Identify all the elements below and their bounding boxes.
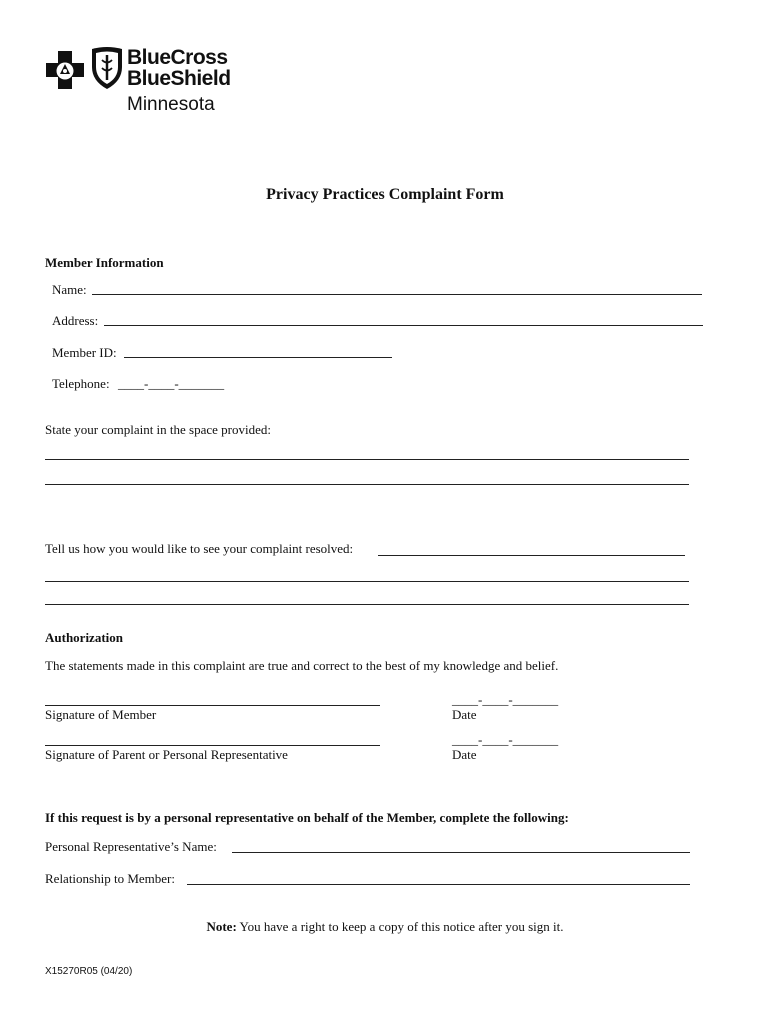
note-text: You have a right to keep a copy of this notice after you sign it. bbox=[236, 919, 564, 934]
name-label: Name: bbox=[52, 282, 87, 297]
date-field-2[interactable]: ____-____-_______ bbox=[452, 732, 559, 747]
authorization-statement: The statements made in this complaint are true and correct to the best of my knowledge and belief. bbox=[45, 658, 559, 673]
resolution-line-2[interactable] bbox=[45, 604, 689, 605]
name-field[interactable] bbox=[92, 294, 702, 295]
member-id-field[interactable] bbox=[124, 357, 392, 358]
complaint-prompt: State your complaint in the space provided: bbox=[45, 422, 271, 437]
cross-icon bbox=[45, 50, 85, 90]
date-field-1[interactable]: ____-____-_______ bbox=[452, 692, 559, 707]
logo-line-2: BlueShield bbox=[127, 67, 231, 90]
rep-name-label: Personal Representative’s Name: bbox=[45, 839, 217, 854]
telephone-label: Telephone: bbox=[52, 376, 110, 391]
representative-heading: If this request is by a personal representative on behalf of the Member, complete the following: bbox=[45, 810, 569, 825]
resolution-line-1[interactable] bbox=[45, 581, 689, 582]
complaint-line-1[interactable] bbox=[45, 459, 689, 460]
date-label-2: Date bbox=[452, 747, 477, 762]
member-info-heading: Member Information bbox=[45, 255, 164, 270]
signature-member-label: Signature of Member bbox=[45, 707, 157, 722]
member-id-label: Member ID: bbox=[52, 345, 117, 360]
signature-member-field[interactable] bbox=[45, 705, 380, 706]
logo-line-3: Minnesota bbox=[127, 94, 215, 115]
address-field[interactable] bbox=[104, 325, 703, 326]
telephone-field[interactable]: ____-____-_______ bbox=[118, 376, 225, 391]
logo bbox=[45, 44, 245, 120]
note bbox=[0, 919, 770, 935]
resolution-line-0[interactable] bbox=[378, 555, 685, 556]
authorization-heading: Authorization bbox=[45, 630, 123, 645]
logo-line-1: BlueCross bbox=[127, 46, 228, 69]
note-label: Note: bbox=[206, 919, 237, 934]
resolution-prompt: Tell us how you would like to see your complaint resolved: bbox=[45, 541, 354, 556]
address-label: Address: bbox=[52, 313, 99, 328]
signature-rep-label: Signature of Parent or Personal Representative bbox=[45, 747, 288, 762]
relationship-field[interactable] bbox=[187, 884, 690, 885]
relationship-label: Relationship to Member: bbox=[45, 871, 175, 886]
date-label-1: Date bbox=[452, 707, 477, 722]
complaint-line-2[interactable] bbox=[45, 484, 689, 485]
rep-name-field[interactable] bbox=[232, 852, 690, 853]
page-title: Privacy Practices Complaint Form bbox=[266, 186, 504, 203]
shield-icon bbox=[90, 46, 124, 90]
form-code: X15270R05 (04/20) bbox=[45, 966, 133, 977]
signature-rep-field[interactable] bbox=[45, 745, 380, 746]
